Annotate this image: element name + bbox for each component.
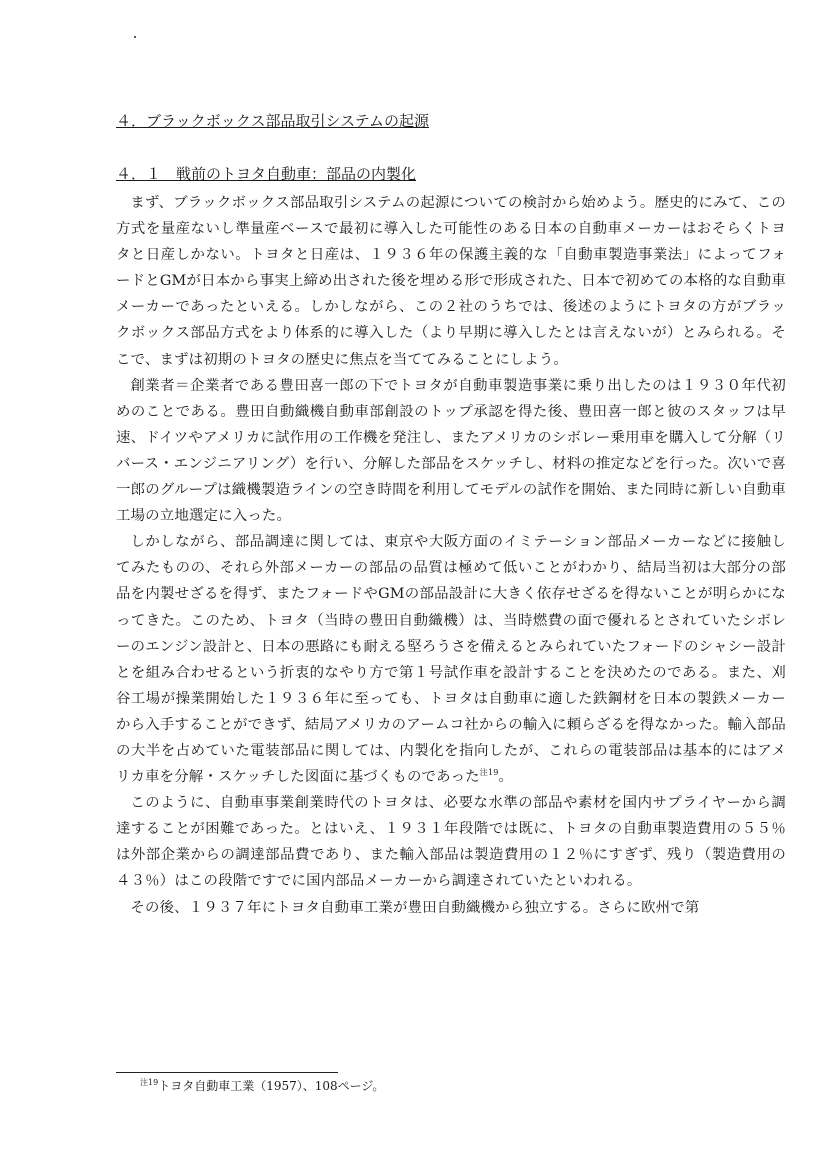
paragraph	[116, 790, 786, 894]
paragraph-text: このように、自動車事業創業時代のトヨタは、必要な水準の部品や素材を国内サプライヤーから調達することが困難であった。とはいえ、１９３１年段階では既に、トヨタの自動車製造費用の５５％は外部企業からの調達部品費であり、また輸入部品は製造費用の１２％にすぎず、残り（製造費用の４３％）はこの段階ですでに国内部品メーカーから調達されていたといわれる。	[116, 795, 786, 890]
footnote-mark: 注19	[140, 1078, 159, 1087]
paragraph	[116, 529, 786, 790]
scan-speck	[134, 36, 136, 38]
paragraph	[116, 373, 786, 530]
paragraph-text: その後、１９３７年にトヨタ自動車工業が豊田自動織機から独立する。さらに欧州で第	[130, 899, 700, 916]
paragraph	[116, 190, 786, 373]
paragraph-text: しかしながら、部品調達に関しては、東京や大阪方面のイミテーション部品メーカーなどに接触してみたものの、それら外部メーカーの部品の品質は極めて低いことがわかり、結局当初は大部分の部品を内製せざるを得ず、またフォードやGMの部品設計に大きく依存せざるを得ないことが明らかになってきた。このため、トヨタ（当時の豊田自動織機）は、当時燃費の面で優れるとされていたシボレーのエンジン設計と、日本の悪路にも耐える堅ろうさを備えるとみられていたフォードのシャシー設計とを組み合わせるという折衷的なやり方で第１号試作車を設計することを決めたのである。また、刈谷工場が操業開始した１９３６年に至っても、トヨタは自動車に適した鉄鋼材を日本の製鉄メーカーから入手することができず、結局アメリカのアームコ社からの輸入に頼らざるを得なかった。輸入部品の大半を占めていた電装部品に関しては、内製化を指向したが、これらの電装部品は基本的にはアメリカ車を分解・スケッチした図面に基づくものであった	[116, 534, 786, 786]
footnote	[140, 1078, 384, 1094]
paragraph-text: まず、ブラックボックス部品取引システムの起源についての検討から始めよう。歴史的にみて、この方式を量産ないし準量産ベースで最初に導入した可能性のある日本の自動車メーカーはおそらくトヨタと日産しかない。トヨタと日産は、１９３６年の保護主義的な「自動車製造事業法」によってフォードとGMが日本から事実上締め出された後を埋める形で形成された、日本で初めての本格的な自動車メーカーであったといえる。しかしながら、この２社のうちでは、後述のようにトヨタの方がブラックボックス部品方式をより体系的に導入した（より早期に導入したとは言えないが）とみられる。そこで、まずは初期のトヨタの歴史に焦点を当ててみることにしよう。	[116, 195, 786, 368]
paragraph-text-tail: 。	[498, 769, 514, 786]
paragraph-text: 創業者＝企業者である豊田喜一郎の下でトヨタが自動車製造事業に乗り出したのは１９３０年代初めのことである。豊田自動織機自動車部創設のトップ承認を得た後、豊田喜一郎と彼のスタッフは早速、ドイツやアメリカに試作用の工作機を発注し、またアメリカのシボレー乗用車を購入して分解（リバース・エンジニアリング）を行い、分解した部品をスケッチし、材料の推定などを行った。次いで喜一郎のグループは織機製造ラインの空き時間を利用してモデルの試作を開始、また同時に新しい自動車工場の立地選定に入った。	[116, 377, 786, 525]
footnote-reference[interactable]: 注19	[479, 768, 499, 778]
section-title: ４．１ 戦前のトヨタ自動車：部品の内製化	[116, 165, 417, 183]
footnote-text: トヨタ自動車工業（1957）、108ページ。	[158, 1079, 385, 1093]
footnote-divider	[116, 1072, 338, 1073]
body-text	[116, 190, 786, 921]
paragraph	[116, 895, 786, 921]
chapter-title: ４．ブラックボックス部品取引システムの起源	[116, 112, 430, 130]
